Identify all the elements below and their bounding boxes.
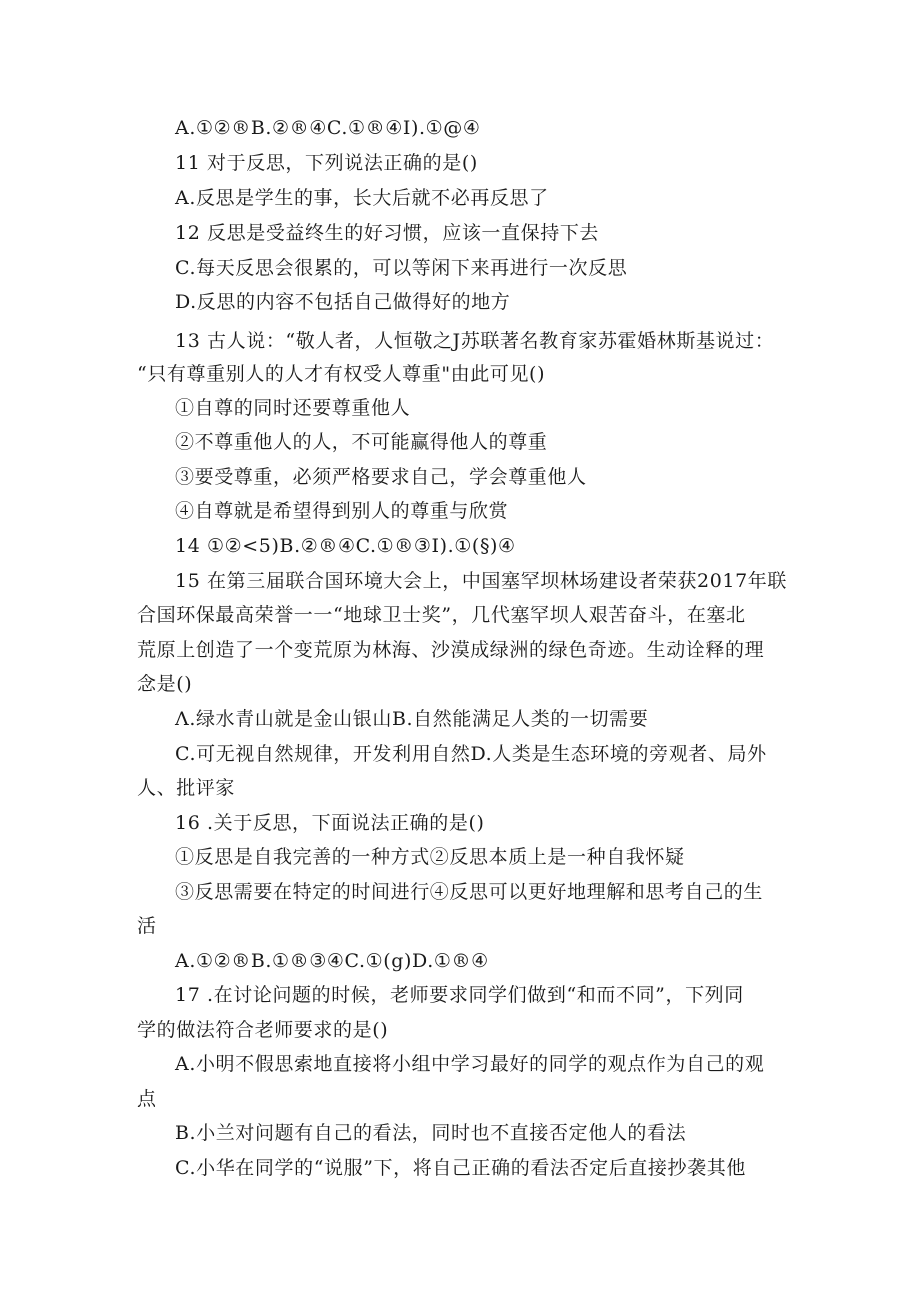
statement-3-q13: ③要受尊重，必须严格要求自己，学会尊重他人 bbox=[175, 466, 587, 488]
options-ab-q15: Λ.绿水青山就是金山银山B.自然能满足人类的一切需要 bbox=[175, 708, 649, 730]
question-15-line-2: 合国环保最高荣誉一一“地球卫士奖”，几代塞罕坝人艰苦奋斗，在塞北 bbox=[137, 604, 746, 626]
question-16: 16 .关于反思，下面说法正确的是() bbox=[175, 812, 485, 834]
answer-options-q13: 14 ①②<5)B.②®④C.①®③I).①(§)④ bbox=[175, 535, 516, 557]
answer-options-q10: A.①②®B.②®④C.①®④I).①@④ bbox=[175, 117, 481, 139]
question-17-continued: 学的做法符合老师要求的是() bbox=[137, 1019, 389, 1041]
question-17: 17 .在讨论问题的时候，老师要求同学们做到“和而不同”，下列同 bbox=[175, 984, 744, 1006]
option-b-q11: 12 反思是受益终生的好习惯，应该一直保持下去 bbox=[175, 222, 600, 244]
option-a-q17-continued: 点 bbox=[137, 1088, 157, 1110]
statements-34-q16-continued: 活 bbox=[137, 915, 157, 937]
question-13: 13 古人说：“敬人者，人恒敬之J苏联著名教育家苏霍婚林斯基说过： bbox=[175, 330, 775, 352]
statement-1-q13: ①自尊的同时还要尊重他人 bbox=[175, 397, 411, 419]
statements-12-q16: ①反思是自我完善的一种方式②反思本质上是一种自我怀疑 bbox=[175, 846, 685, 868]
question-15: 15 在第三届联合国环境大会上，中国塞罕坝林场建设者荣获2017年联 bbox=[175, 570, 787, 592]
answer-options-q16: A.①②®B.①®③④C.①(g)D.①®④ bbox=[175, 950, 489, 972]
options-cd-q15: C.可无视自然规律，开发利用自然D.人类是生态环境的旁观者、局外 bbox=[175, 743, 767, 765]
statement-2-q13: ②不尊重他人的人，不可能赢得他人的尊重 bbox=[175, 431, 548, 453]
statement-4-q13: ④自尊就是希望得到别人的尊重与欣赏 bbox=[175, 500, 509, 522]
question-15-line-3: 荒原上创造了一个变荒原为林海、沙漠成绿洲的绿色奇迹。生动诠释的理 bbox=[137, 639, 765, 661]
option-b-q17: B.小兰对问题有自己的看法，同时也不直接否定他人的看法 bbox=[175, 1122, 687, 1144]
question-15-line-4: 念是() bbox=[137, 673, 193, 695]
option-c-q17: C.小华在同学的“说服”下，将自己正确的看法否定后直接抄袭其他 bbox=[175, 1157, 746, 1179]
option-a-q17: A.小明不假思索地直接将小组中学习最好的同学的观点作为自己的观 bbox=[175, 1053, 765, 1075]
statements-34-q16: ③反思需要在特定的时间进行④反思可以更好地理解和思考自己的生 bbox=[175, 881, 764, 903]
question-13-continued: “只有尊重别人的人才有权受人尊重"由此可见() bbox=[137, 363, 546, 385]
option-a-q11: A.反思是学生的事，长大后就不必再反思了 bbox=[175, 187, 549, 209]
option-d-q11: D.反思的内容不包括自己做得好的地方 bbox=[175, 291, 511, 313]
option-c-q11: C.每天反思会很累的，可以等闲下来再进行一次反思 bbox=[175, 257, 628, 279]
question-11: 11 对于反思，下列说法正确的是() bbox=[175, 152, 478, 174]
options-cd-q15-continued: 人、批评家 bbox=[137, 777, 236, 799]
